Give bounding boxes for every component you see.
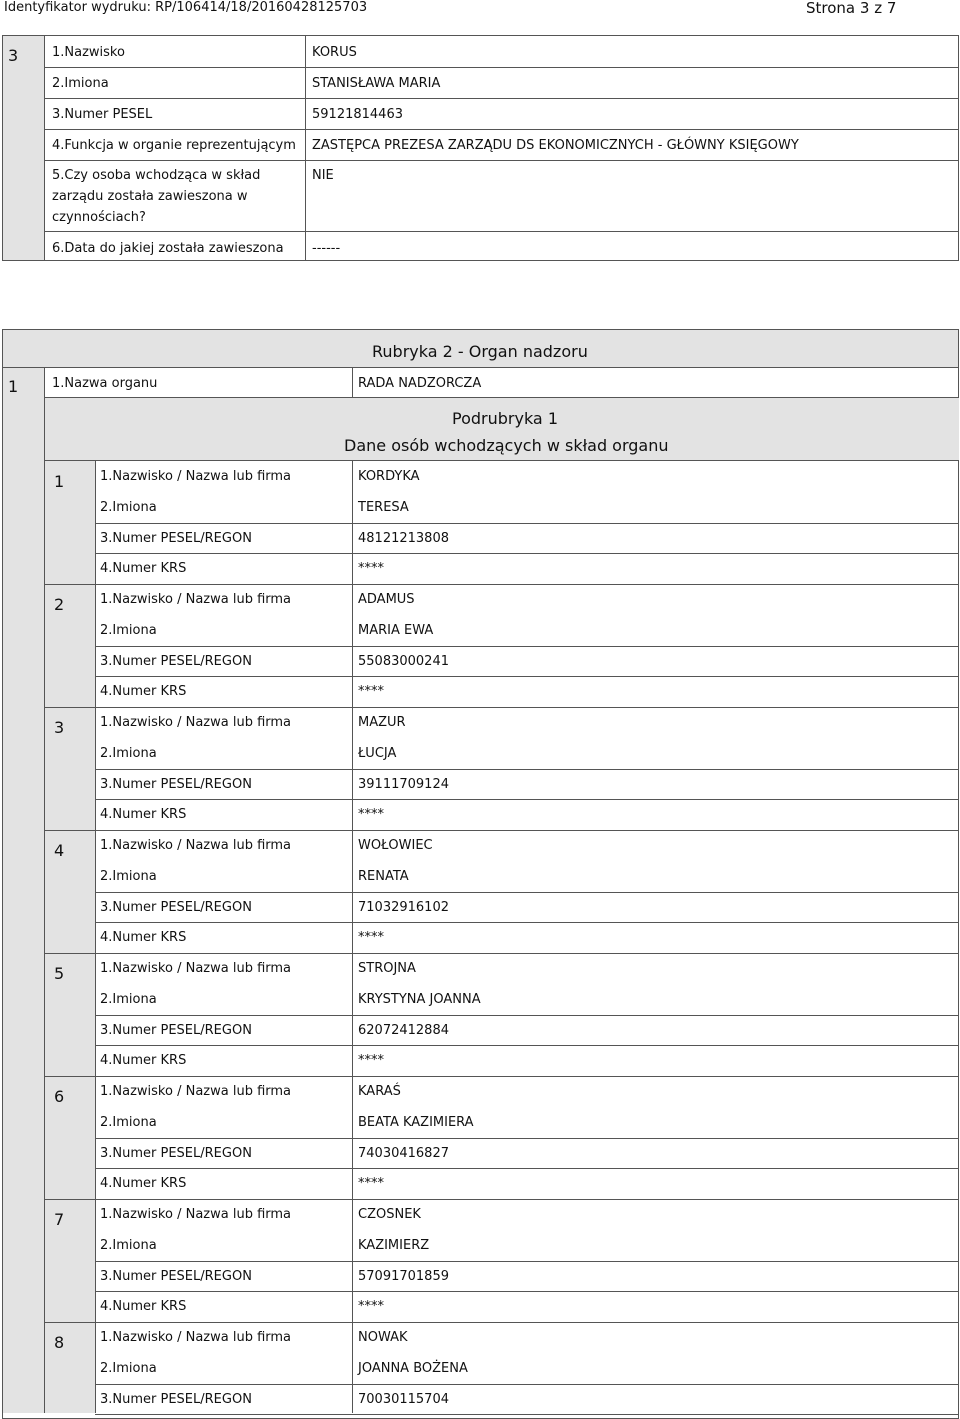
- person-field-label: 4.Numer KRS: [100, 684, 187, 700]
- row-divider: [95, 1353, 959, 1354]
- person-field-label: 3.Numer PESEL/REGON: [100, 1022, 252, 1038]
- row-divider: [95, 892, 959, 893]
- row-divider: [95, 615, 959, 616]
- person-field-label: 3.Numer PESEL/REGON: [100, 653, 252, 669]
- person-number: 5: [54, 964, 65, 983]
- person-number-column: [45, 461, 95, 1413]
- person-field-value: MARIA EWA: [358, 622, 434, 638]
- field-label: 2.Imiona: [52, 76, 109, 91]
- row-divider: [95, 1107, 959, 1108]
- person-field-label: 2.Imiona: [100, 868, 157, 884]
- organ-label: 1.Nazwa organu: [52, 376, 158, 391]
- person-number: 1: [54, 472, 65, 491]
- row-divider: [95, 553, 959, 554]
- row-divider: [95, 738, 959, 739]
- person-field-label: 1.Nazwisko / Nazwa lub firma: [100, 592, 292, 607]
- person-field-value: ŁUCJA: [358, 745, 397, 761]
- field-value: STANISŁAWA MARIA: [312, 76, 441, 91]
- person-number: 7: [54, 1210, 65, 1229]
- row-divider: [95, 1138, 959, 1139]
- person-field-label: 4.Numer KRS: [100, 1053, 187, 1069]
- page-number: Strona 3 z 7: [806, 0, 897, 17]
- person-field-value: ****: [358, 684, 384, 700]
- person-field-label: 3.Numer PESEL/REGON: [100, 1268, 252, 1284]
- person-number: 6: [54, 1087, 65, 1106]
- person-field-label: 1.Nazwisko / Nazwa lub firma: [100, 469, 292, 484]
- person-field-value: 71032916102: [358, 899, 449, 915]
- row-divider: [95, 676, 959, 677]
- person-field-value: 48121213808: [358, 530, 449, 546]
- person-field-label: 4.Numer KRS: [100, 561, 187, 577]
- subsection-title: Podrubryka 1: [452, 409, 558, 428]
- person-field-label: 1.Nazwisko / Nazwa lub firma: [100, 715, 292, 730]
- row-divider: [95, 1414, 959, 1415]
- row-divider: [95, 1230, 959, 1231]
- row-divider: [95, 769, 959, 770]
- row-divider: [95, 984, 959, 985]
- person-field-value: TERESA: [358, 499, 409, 515]
- person-field-label: 3.Numer PESEL/REGON: [100, 1391, 252, 1407]
- person-field-value: 74030416827: [358, 1145, 449, 1161]
- row-divider: [95, 799, 959, 800]
- person-field-label: 1.Nazwisko / Nazwa lub firma: [100, 961, 292, 976]
- person-field-value: ****: [358, 1299, 384, 1315]
- person-field-value: ****: [358, 1053, 384, 1069]
- organ-value: RADA NADZORCZA: [358, 376, 482, 391]
- person-field-value: 70030115704: [358, 1391, 449, 1407]
- field-value: 59121814463: [312, 107, 403, 122]
- person-field-label: 4.Numer KRS: [100, 930, 187, 946]
- row-divider: [95, 646, 959, 647]
- row-divider: [95, 492, 959, 493]
- person-field-label: 3.Numer PESEL/REGON: [100, 899, 252, 915]
- person-number: 2: [54, 595, 65, 614]
- person-field-value: BEATA KAZIMIERA: [358, 1114, 474, 1130]
- person-field-label: 2.Imiona: [100, 745, 157, 761]
- field-label: 6.Data do jakiej została zawieszona: [52, 241, 284, 256]
- field-label: 4.Funkcja w organie reprezentującym: [52, 138, 296, 153]
- row-divider: [95, 1045, 959, 1046]
- row-divider: [95, 1015, 959, 1016]
- person-field-value: KORDYKA: [358, 469, 420, 484]
- person-number: 3: [54, 718, 65, 737]
- person-field-label: 3.Numer PESEL/REGON: [100, 530, 252, 546]
- person-field-value: WOŁOWIEC: [358, 838, 433, 853]
- field-value: KORUS: [312, 45, 357, 60]
- person-field-label: 3.Numer PESEL/REGON: [100, 776, 252, 792]
- person-field-label: 3.Numer PESEL/REGON: [100, 1145, 252, 1161]
- rubryka-title: Rubryka 2 - Organ nadzoru: [372, 342, 588, 361]
- entry-number: 3: [8, 46, 19, 65]
- field-value: ZASTĘPCA PREZESA ZARZĄDU DS EKONOMICZNYCH - GŁÓWNY KSIĘGOWY: [312, 138, 799, 153]
- person-field-value: ADAMUS: [358, 592, 415, 607]
- person-divider: [44, 584, 959, 585]
- person-field-value: 62072412884: [358, 1022, 449, 1038]
- rubryka-number: 1: [8, 377, 19, 396]
- row-divider: [95, 523, 959, 524]
- person-number: 8: [54, 1333, 65, 1352]
- person-field-label: 2.Imiona: [100, 1237, 157, 1253]
- person-field-value: ****: [358, 930, 384, 946]
- person-field-label: 2.Imiona: [100, 622, 157, 638]
- person-field-label: 4.Numer KRS: [100, 1299, 187, 1315]
- field-value: NIE: [312, 168, 334, 183]
- person-field-value: ****: [358, 1176, 384, 1192]
- person-field-label: 2.Imiona: [100, 991, 157, 1007]
- person-field-value: STROJNA: [358, 961, 416, 976]
- person-field-value: KARAŚ: [358, 1084, 401, 1099]
- person-field-value: RENATA: [358, 868, 409, 884]
- subsection-subtitle: Dane osób wchodzących w skład organu: [344, 436, 669, 455]
- field-label: 5.Czy osoba wchodząca w skład zarządu została zawieszona w czynnościach?: [52, 168, 261, 225]
- person-field-value: MAZUR: [358, 715, 406, 730]
- person-field-label: 1.Nazwisko / Nazwa lub firma: [100, 1084, 292, 1099]
- field-value: ------: [312, 241, 341, 256]
- person-divider: [44, 953, 959, 954]
- person-field-value: NOWAK: [358, 1330, 408, 1345]
- person-field-label: 4.Numer KRS: [100, 807, 187, 823]
- person-field-value: ****: [358, 807, 384, 823]
- person-field-value: KRYSTYNA JOANNA: [358, 991, 481, 1007]
- person-field-value: 39111709124: [358, 776, 449, 792]
- row-divider: [95, 1291, 959, 1292]
- row-divider: [95, 1384, 959, 1385]
- person-divider: [44, 707, 959, 708]
- person-field-value: ****: [358, 561, 384, 577]
- person-divider: [44, 1076, 959, 1077]
- person-divider: [44, 1199, 959, 1200]
- person-field-value: 57091701859: [358, 1268, 449, 1284]
- row-divider: [95, 1261, 959, 1262]
- print-identifier: Identyfikator wydruku: RP/106414/18/20160428125703: [4, 0, 368, 15]
- field-label: 1.Nazwisko: [52, 45, 125, 60]
- person-field-label: 4.Numer KRS: [100, 1176, 187, 1192]
- person-field-value: JOANNA BOŻENA: [358, 1360, 468, 1376]
- person-field-value: KAZIMIERZ: [358, 1237, 430, 1253]
- person-field-value: 55083000241: [358, 653, 449, 669]
- person-number: 4: [54, 841, 65, 860]
- row-divider: [95, 922, 959, 923]
- person-field-label: 1.Nazwisko / Nazwa lub firma: [100, 1330, 292, 1345]
- person-field-label: 2.Imiona: [100, 1114, 157, 1130]
- row-divider: [95, 1168, 959, 1169]
- person-field-label: 1.Nazwisko / Nazwa lub firma: [100, 1207, 292, 1222]
- person-field-label: 2.Imiona: [100, 499, 157, 515]
- person-divider: [44, 830, 959, 831]
- person-divider: [44, 1322, 959, 1323]
- row-divider: [95, 861, 959, 862]
- person-field-label: 1.Nazwisko / Nazwa lub firma: [100, 838, 292, 853]
- person-field-label: 2.Imiona: [100, 1360, 157, 1376]
- person-field-value: CZOSNEK: [358, 1207, 421, 1222]
- field-label: 3.Numer PESEL: [52, 107, 153, 122]
